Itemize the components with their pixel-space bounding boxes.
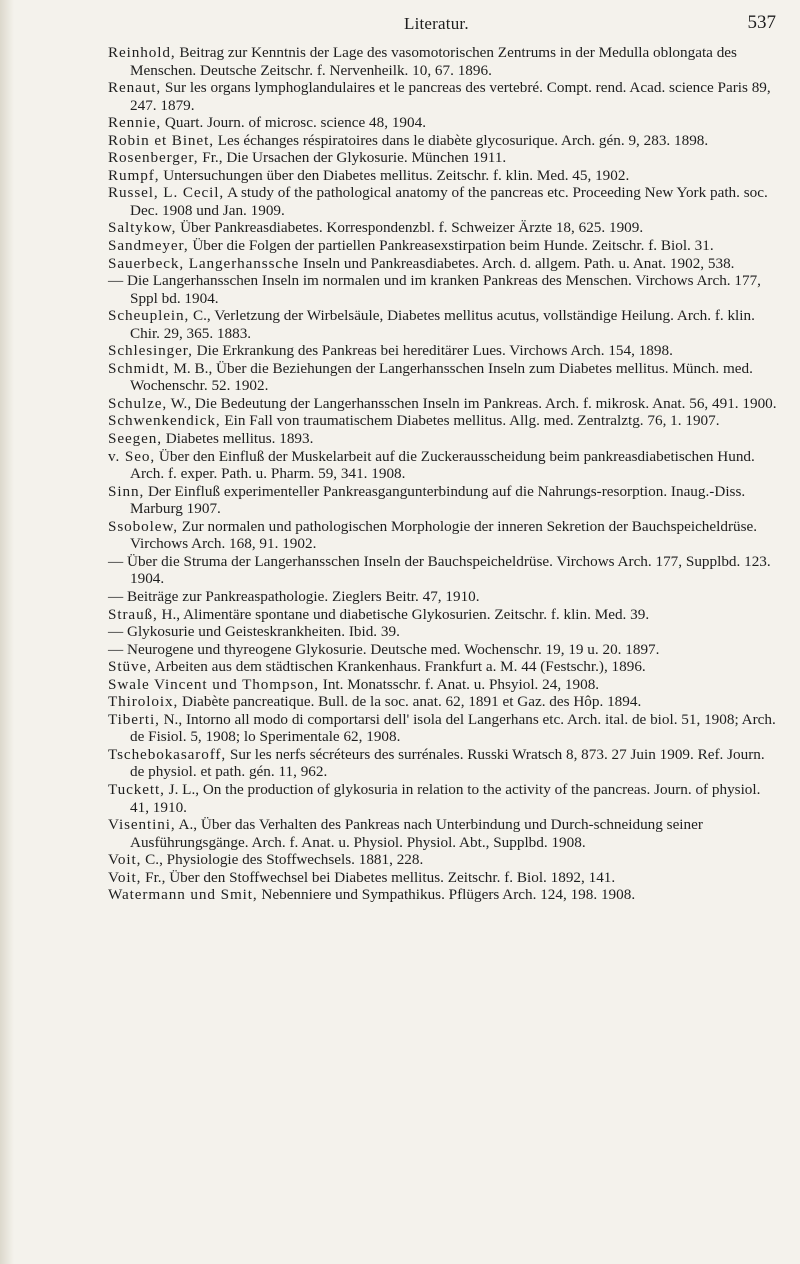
- reference-text: Zur normalen und pathologischen Morphologie der inneren Sekretion der Bauchspeicheldrüse. Virchows Arch. 168, 91. 1902.: [130, 517, 758, 553]
- reference-text: Arbeiten aus dem städtischen Krankenhaus. Frankfurt a. M. 44 (Festschr.), 1896.: [151, 658, 646, 676]
- reference-text: Über die Folgen der partiellen Pankreasexstirpation beim Hunde. Zeitschr. f. Biol. 31.: [188, 237, 714, 255]
- reference-author: Schlesinger,: [108, 342, 193, 360]
- page-number: 537: [747, 12, 776, 33]
- reference-text: Die Erkrankung des Pankreas bei hereditärer Lues. Virchows Arch. 154, 1898.: [192, 342, 673, 360]
- reference-entry: [108, 149, 780, 167]
- reference-text: A., Über das Verhalten des Pankreas nach Unterbindung und Durch-schneidung seiner Ausführungsgänge. Arch. f. Anat. u. Physiol. Physiol. Abt., Supplbd. 1908.: [130, 816, 703, 851]
- reference-text: — Neurogene und thyreogene Glykosurie. Deutsche med. Wochenschr. 19, 19 u. 20. 1897.: [108, 640, 660, 658]
- bibliography-list: [108, 44, 780, 904]
- reference-entry: [108, 79, 780, 114]
- reference-author: Schwenkendick,: [108, 412, 221, 430]
- reference-entry: [108, 219, 780, 237]
- reference-text: Les échanges réspiratoires dans le diabète glycosurique. Arch. gén. 9, 283. 1898.: [213, 131, 709, 149]
- reference-author: Seegen,: [108, 430, 162, 448]
- reference-entry: [108, 658, 780, 676]
- reference-entry: [108, 553, 780, 588]
- reference-text: Untersuchungen über den Diabetes mellitus. Zeitschr. f. klin. Med. 45, 1902.: [159, 166, 630, 184]
- reference-author: Sinn,: [108, 482, 145, 500]
- reference-author: Voit,: [108, 868, 142, 886]
- reference-entry: [108, 518, 780, 553]
- reference-text: N., Intorno all modo di comportarsi dell' isola del Langerhans etc. Arch. ital. de biol. 51, 1908; Arch. de Fisiol. 5, 1908; lo Sperimentale 62, 1908.: [130, 710, 776, 746]
- reference-entry: [108, 167, 780, 185]
- reference-text: A study of the pathological anatomy of the pancreas etc. Proceeding New York path. soc. Dec. 1908 und Jan. 1909.: [130, 184, 768, 219]
- reference-text: J. L., On the production of glykosuria in relation to the activity of the pancreas. Journ. of physiol. 41, 1910.: [130, 780, 761, 816]
- reference-author: Tuckett,: [108, 780, 165, 798]
- reference-entry: [108, 132, 780, 150]
- running-title: Literatur.: [404, 14, 469, 33]
- reference-author: Stüve,: [108, 658, 152, 676]
- reference-text: — Über die Struma der Langerhansschen Inseln der Bauchspeicheldrüse. Virchows Arch. 177, Supplbd. 123. 1904.: [108, 552, 771, 588]
- reference-entry: [108, 44, 780, 79]
- reference-text: Quart. Journ. of microsc. science 48, 1904.: [161, 114, 426, 132]
- reference-text: Diabetes mellitus. 1893.: [161, 430, 314, 448]
- reference-entry: [108, 430, 780, 448]
- reference-entry: [108, 237, 780, 255]
- reference-entry: [108, 360, 780, 395]
- page-binding-edge: [0, 0, 14, 1264]
- reference-text: — Glykosurie und Geisteskrankheiten. Ibid. 39.: [108, 623, 400, 641]
- reference-text: Über den Einfluß der Muskelarbeit auf die Zuckerausscheidung beim pankreasdiabetischen Hund. Arch. f. exper. Path. u. Pharm. 59, 341. 1908.: [130, 447, 755, 483]
- reference-entry: [108, 606, 780, 624]
- reference-text: C., Physiologie des Stoffwechsels. 1881, 228.: [141, 851, 424, 869]
- reference-author: Tschebokasaroff,: [108, 745, 227, 763]
- reference-author: Swale Vincent und Thompson,: [108, 675, 319, 693]
- reference-entry: [108, 816, 780, 851]
- reference-author: Thiroloix,: [108, 693, 179, 711]
- reference-entry: [108, 483, 780, 518]
- reference-author: Tiberti,: [108, 710, 160, 728]
- reference-entry: [108, 781, 780, 816]
- page-header: [0, 8, 800, 38]
- reference-author: Strauß,: [108, 605, 158, 623]
- reference-author: Scheuplein,: [108, 307, 190, 325]
- reference-text: — Die Langerhansschen Inseln im normalen und im kranken Pankreas des Menschen. Virchows Arch. 177, Sppl bd. 1904.: [108, 272, 761, 307]
- reference-text: Inseln und Pankreasdiabetes. Arch. d. allgem. Path. u. Anat. 1902, 538.: [299, 254, 735, 272]
- reference-author: Ssobolew,: [108, 517, 178, 535]
- reference-author: Reinhold,: [108, 44, 176, 61]
- reference-author: Sandmeyer,: [108, 237, 189, 255]
- reference-author: Renaut,: [108, 79, 162, 97]
- reference-entry: [108, 851, 780, 869]
- reference-text: Diabète pancreatique. Bull. de la soc. anat. 62, 1891 et Gaz. des Hôp. 1894.: [178, 693, 642, 711]
- reference-entry: [108, 869, 780, 887]
- reference-text: — Beiträge zur Pankreaspathologie. Zieglers Beitr. 47, 1910.: [108, 587, 480, 605]
- reference-entry: [108, 693, 780, 711]
- reference-text: C., Verletzung der Wirbelsäule, Diabetes mellitus acutus, vollständige Heilung. Arch. f. klin. Chir. 29, 365. 1883.: [130, 307, 755, 342]
- reference-entry: [108, 395, 780, 413]
- reference-entry: [108, 711, 780, 746]
- reference-author: Schulze,: [108, 394, 168, 412]
- reference-author: Watermann und Smit,: [108, 886, 258, 904]
- reference-text: W., Die Bedeutung der Langerhansschen Inseln im Pankreas. Arch. f. mikrosk. Anat. 56, 491. 1900.: [167, 394, 777, 412]
- reference-text: Fr., Über den Stoffwechsel bei Diabetes mellitus. Zeitschr. f. Biol. 1892, 141.: [141, 868, 616, 886]
- reference-text: Int. Monatsschr. f. Anat. u. Phsyiol. 24, 1908.: [318, 675, 600, 693]
- reference-entry: [108, 448, 780, 483]
- reference-author: Sauerbeck, Langerhanssche: [108, 254, 300, 272]
- reference-author: Rennie,: [108, 114, 162, 132]
- reference-author: Rosenberger,: [108, 149, 199, 167]
- reference-text: Über Pankreasdiabetes. Korrespondenzbl. f. Schweizer Ärzte 18, 625. 1909.: [176, 219, 644, 237]
- reference-entry: [108, 412, 780, 430]
- reference-text: Beitrag zur Kenntnis der Lage des vasomotorischen Zentrums in der Medulla oblongata des Menschen. Deutsche Zeitschr. f. Nervenheilk. 10, 67. 1896.: [130, 44, 737, 79]
- reference-author: Saltykow,: [108, 219, 177, 237]
- reference-entry: [108, 114, 780, 132]
- reference-entry: [108, 342, 780, 360]
- reference-entry: [108, 307, 780, 342]
- reference-text: M. B., Über die Beziehungen der Langerhansschen Inseln zum Diabetes mellitus. Münch. med. Wochenschr. 52. 1902.: [130, 359, 753, 395]
- reference-text: Fr., Die Ursachen der Glykosurie. München 1911.: [198, 149, 507, 167]
- reference-text: Ein Fall von traumatischem Diabetes mellitus. Allg. med. Zentralztg. 76, 1. 1907.: [220, 412, 720, 430]
- reference-author: v. Seo,: [108, 447, 156, 465]
- reference-author: Robin et Binet,: [108, 131, 214, 149]
- reference-entry: [108, 886, 780, 904]
- reference-entry: [108, 184, 780, 219]
- reference-text: Nebenniere und Sympathikus. Pflügers Arch. 124, 198. 1908.: [257, 886, 636, 904]
- reference-entry: [108, 623, 780, 641]
- reference-text: Sur les nerfs sécréteurs des surrénales. Russki Wratsch 8, 873. 27 Juin 1909. Ref. Journ. de physiol. et path. gén. 11, 962.: [130, 745, 765, 781]
- reference-text: Sur les organs lymphoglandulaires et le pancreas des vertebré. Compt. rend. Acad. science Paris 89, 247. 1879.: [130, 79, 771, 114]
- reference-author: Rumpf,: [108, 166, 160, 184]
- reference-entry: [108, 676, 780, 694]
- reference-entry: [108, 255, 780, 273]
- reference-entry: [108, 746, 780, 781]
- reference-author: Schmidt,: [108, 359, 170, 377]
- reference-entry: [108, 272, 780, 307]
- reference-text: Der Einfluß experimenteller Pankreasgangunterbindung auf die Nahrungs-resorption. Inaug.-Diss. Marburg 1907.: [130, 482, 746, 518]
- reference-author: Voit,: [108, 851, 142, 869]
- reference-author: Visentini,: [108, 816, 176, 834]
- reference-text: H., Alimentäre spontane und diabetische Glykosurien. Zeitschr. f. klin. Med. 39.: [157, 605, 650, 623]
- reference-entry: [108, 588, 780, 606]
- reference-author: Russel, L. Cecil,: [108, 184, 225, 202]
- reference-entry: [108, 641, 780, 659]
